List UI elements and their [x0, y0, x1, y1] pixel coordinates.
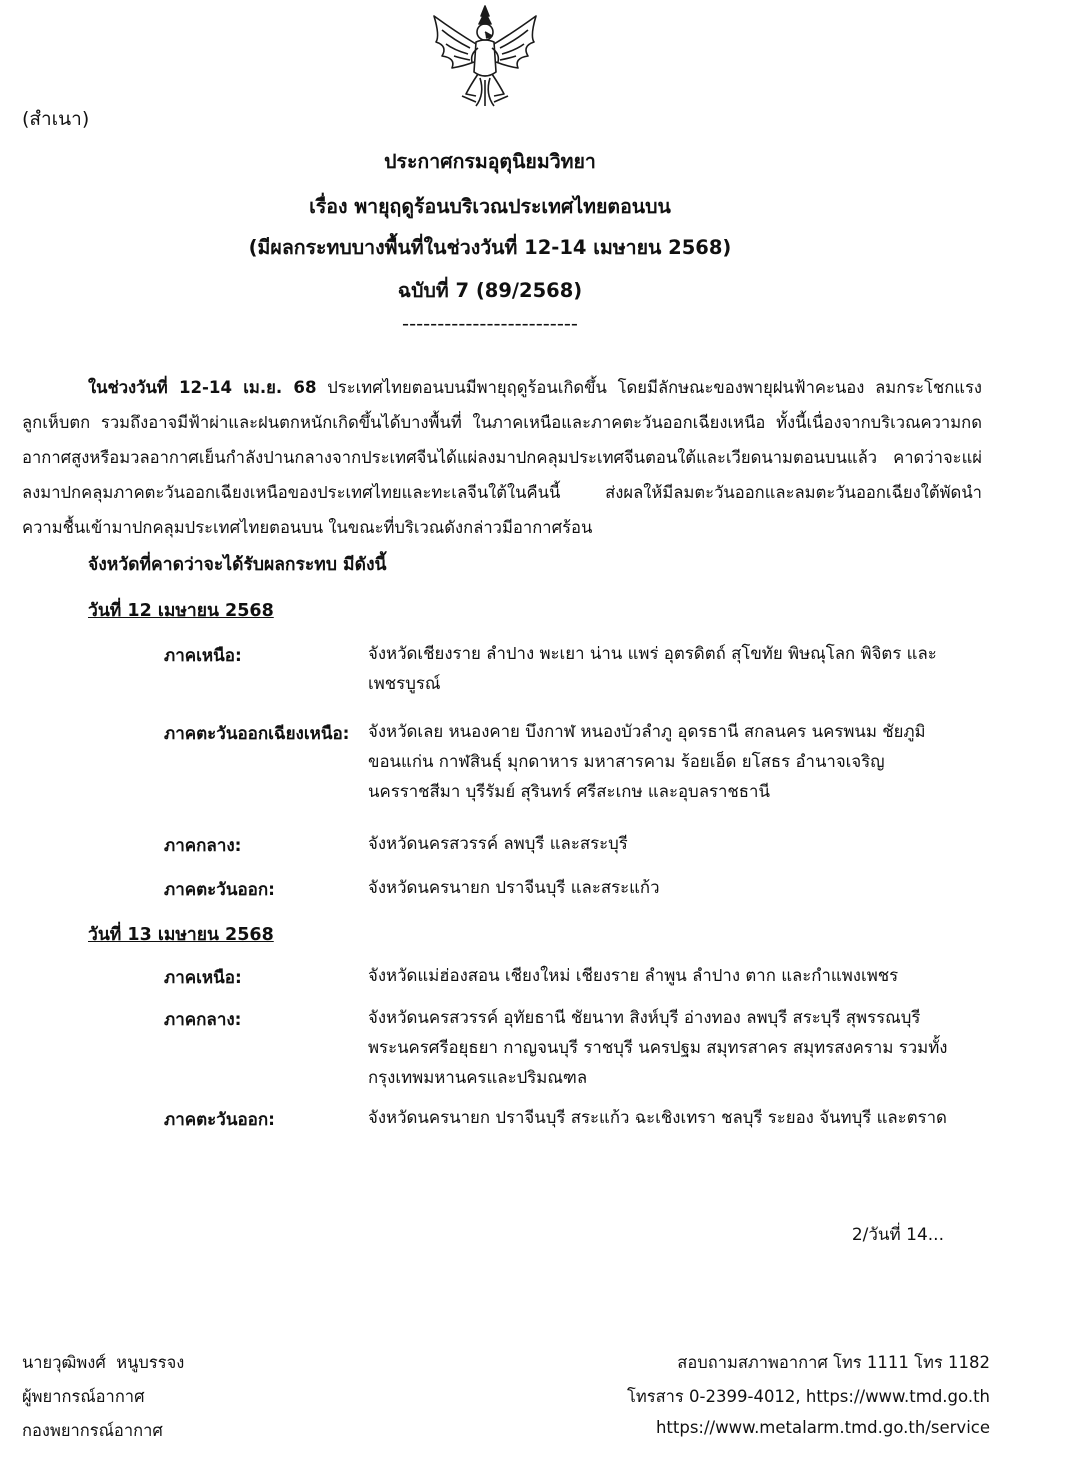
- heading-rule: -------------------------: [402, 312, 578, 335]
- province-list: จังหวัดเลย หนองคาย บึงกาฬ หนองบัวลำภู อุดรธานี สกลนคร นครพนม ชัยภูมิ ขอนแก่น กาฬสินธุ์ มุกดาหาร มหาสารคาม ร้อยเอ็ด ยโสธร อำนาจเจริญ นครราชสีมา บุรีรัมย์ สุรินทร์ ศรีสะเกษ และอุบลราชธานี: [368, 721, 926, 801]
- province-list: จังหวัดนครนายก ปราจีนบุรี และสระแก้ว: [368, 877, 660, 897]
- region-label: ภาคตะวันออก:: [164, 880, 275, 900]
- date-heading: วันที่ 12 เมษายน 2568: [88, 601, 274, 621]
- announcement-title: ประกาศกรมอุตุนิยมวิทยา: [384, 150, 596, 173]
- region-label: ภาคตะวันออกเฉียงเหนือ:: [164, 724, 350, 744]
- region-label: ภาคกลาง:: [164, 836, 242, 856]
- affected-heading: จังหวัดที่คาดว่าจะได้รับผลกระทบ มีดังนี้: [88, 555, 387, 575]
- copy-label: (สำเนา): [22, 108, 90, 130]
- province-list: จังหวัดนครสวรรค์ อุทัยธานี ชัยนาท สิงห์บุรี อ่างทอง ลพบุรี สระบุรี สุพรรณบุรี พระนครศรีอยุธยา กาญจนบุรี ราชบุรี นครปฐม สมุทรสาคร สมุทรสงคราม รวมทั้งกรุงเทพมหานครและปริมณฑล: [368, 1007, 948, 1087]
- body-paragraph: [22, 370, 982, 545]
- province-list: จังหวัดนครสวรรค์ ลพบุรี และสระบุรี: [368, 833, 628, 853]
- announcement-period: (มีผลกระทบบางพื้นที่ในช่วงวันที่ 12-14 เมษายน 2568): [248, 236, 732, 259]
- contact-service-url: https://www.metalarm.tmd.go.th/service: [655, 1418, 990, 1437]
- announcement-subject: เรื่อง พายุฤดูร้อนบริเวณประเทศไทยตอนบน: [309, 195, 671, 218]
- province-list: จังหวัดแม่ฮ่องสอน เชียงใหม่ เชียงราย ลำพูน ลำปาง ตาก และกำแพงเพชร: [368, 965, 899, 985]
- contact-phone: สอบถามสภาพอากาศ โทร 1111 โทร 1182: [677, 1353, 990, 1372]
- signer-name: นายวุฒิพงศ์ หนูบรรจง: [22, 1353, 185, 1372]
- announcement-issue: ฉบับที่ 7 (89/2568): [397, 279, 583, 302]
- continued-label: 2/วันที่ 14...: [851, 1225, 944, 1245]
- region-label: ภาคตะวันออก:: [164, 1110, 275, 1130]
- date-heading: วันที่ 13 เมษายน 2568: [88, 925, 274, 945]
- region-label: ภาคเหนือ:: [164, 646, 242, 666]
- signer-division: กองพยากรณ์อากาศ: [22, 1421, 163, 1440]
- signer-position: ผู้พยากรณ์อากาศ: [22, 1387, 145, 1406]
- contact-fax-web: โทรสาร 0-2399-4012, https://www.tmd.go.th: [627, 1387, 990, 1406]
- region-label: ภาคเหนือ:: [164, 968, 242, 988]
- province-list: จังหวัดนครนายก ปราจีนบุรี สระแก้ว ฉะเชิงเทรา ชลบุรี ระยอง จันทบุรี และตราด: [368, 1107, 947, 1127]
- province-list: จังหวัดเชียงราย ลำปาง พะเยา น่าน แพร่ อุตรดิตถ์ สุโขทัย พิษณุโลก พิจิตร และเพชรบูรณ์: [368, 643, 937, 693]
- body-lead: ในช่วงวันที่ 12-14 เม.ย. 68: [88, 378, 317, 397]
- garuda-emblem-icon: [426, 2, 544, 110]
- body-text: ประเทศไทยตอนบนมีพายุฤดูร้อนเกิดขึ้น โดยมีลักษณะของพายุฝนฟ้าคะนอง ลมกระโชกแรง ลูกเห็บตก รวมถึงอาจมีฟ้าผ่าและฝนตกหนักเกิดขึ้นได้บางพื้นที่ ในภาคเหนือและภาคตะวันออกเฉียงเหนือ ทั้งนี้เนื่องจากบริเวณความกดอากาศสูงหรือมวลอากาศเย็นกำลังปานกลางจากประเทศจีนได้แผ่ลงมาปกคลุมประเทศจีนตอนใต้และเวียดนามตอนบนแล้ว คาดว่าจะแผ่ลงมาปกคลุมภาคตะวันออกเฉียงเหนือของประเทศไทยและทะเลจีนใต้ในคืนนี้ ส่งผลให้มีลมตะวันออกและลมตะวันออกเฉียงใต้พัดนำความชื้นเข้ามาปกคลุมประเทศไทยตอนบน ในขณะที่บริเวณดังกล่าวมีอากาศร้อน: [22, 378, 982, 537]
- region-label: ภาคกลาง:: [164, 1010, 242, 1030]
